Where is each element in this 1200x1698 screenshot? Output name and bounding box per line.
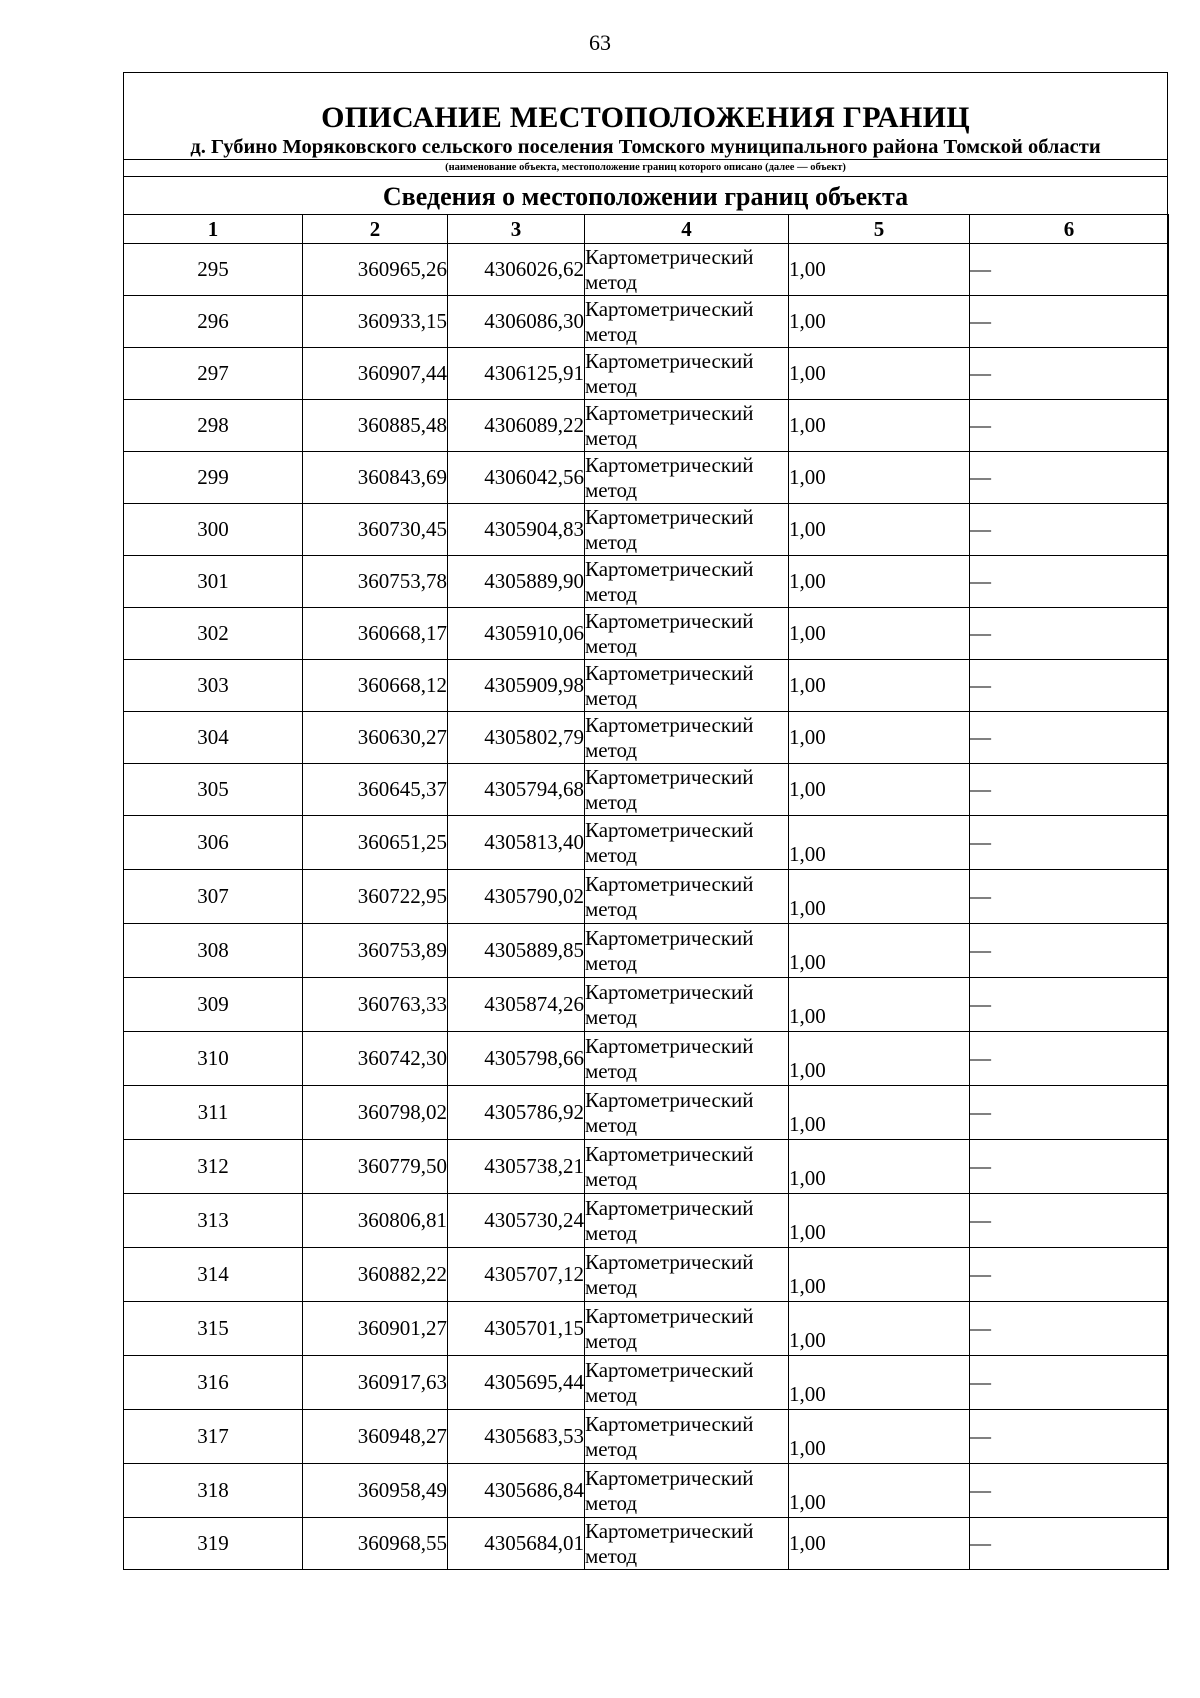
description-cell: —: [970, 504, 1169, 556]
page-number: 63: [589, 30, 611, 55]
table-row: [124, 924, 1169, 978]
method-cell: Картометрический метод: [585, 712, 789, 764]
description-cell: —: [970, 1248, 1169, 1302]
table-row: [124, 978, 1169, 1032]
accuracy-cell: 1,00: [789, 1140, 970, 1194]
description-cell: —: [970, 1302, 1169, 1356]
x-coordinate-cell: 360742,30: [303, 1032, 448, 1086]
accuracy-cell: 1,00: [789, 1410, 970, 1464]
description-cell: —: [970, 452, 1169, 504]
y-coordinate-cell: 4306125,91: [448, 348, 585, 400]
accuracy-cell: 1,00: [789, 348, 970, 400]
document-title: ОПИСАНИЕ МЕСТОПОЛОЖЕНИЯ ГРАНИЦ: [321, 101, 970, 134]
point-number-cell: 306: [124, 816, 303, 870]
y-coordinate-cell: 4306026,62: [448, 244, 585, 296]
description-cell: —: [970, 1140, 1169, 1194]
description-cell: —: [970, 244, 1169, 296]
y-coordinate-cell: 4305701,15: [448, 1302, 585, 1356]
y-coordinate-cell: 4305683,53: [448, 1410, 585, 1464]
method-cell: Картометрический метод: [585, 1032, 789, 1086]
table-row: [124, 348, 1169, 400]
point-number-cell: 311: [124, 1086, 303, 1140]
point-number-cell: 309: [124, 978, 303, 1032]
method-cell: Картометрический метод: [585, 870, 789, 924]
point-number-cell: 307: [124, 870, 303, 924]
method-cell: Картометрический метод: [585, 1410, 789, 1464]
x-coordinate-cell: 360965,26: [303, 244, 448, 296]
description-cell: —: [970, 816, 1169, 870]
accuracy-cell: 1,00: [789, 924, 970, 978]
x-coordinate-cell: 360958,49: [303, 1464, 448, 1518]
table-row: [124, 400, 1169, 452]
accuracy-cell: 1,00: [789, 1032, 970, 1086]
method-cell: Картометрический метод: [585, 978, 789, 1032]
x-coordinate-cell: 360753,78: [303, 556, 448, 608]
y-coordinate-cell: 4305686,84: [448, 1464, 585, 1518]
point-number-cell: 296: [124, 296, 303, 348]
table-row: [124, 870, 1169, 924]
x-coordinate-cell: 360968,55: [303, 1518, 448, 1570]
y-coordinate-cell: 4305684,01: [448, 1518, 585, 1570]
description-cell: —: [970, 400, 1169, 452]
point-number-cell: 308: [124, 924, 303, 978]
point-number-cell: 316: [124, 1356, 303, 1410]
point-number-cell: 303: [124, 660, 303, 712]
column-header: 1: [124, 215, 303, 244]
description-cell: —: [970, 1464, 1169, 1518]
x-coordinate-cell: 360806,81: [303, 1194, 448, 1248]
y-coordinate-cell: 4305786,92: [448, 1086, 585, 1140]
method-cell: Картометрический метод: [585, 400, 789, 452]
y-coordinate-cell: 4305813,40: [448, 816, 585, 870]
method-cell: Картометрический метод: [585, 1248, 789, 1302]
description-cell: —: [970, 1194, 1169, 1248]
table-row: [124, 1464, 1169, 1518]
accuracy-cell: 1,00: [789, 452, 970, 504]
accuracy-cell: 1,00: [789, 244, 970, 296]
method-cell: Картометрический метод: [585, 296, 789, 348]
method-cell: Картометрический метод: [585, 1464, 789, 1518]
method-cell: Картометрический метод: [585, 1302, 789, 1356]
description-cell: —: [970, 1410, 1169, 1464]
table-row: [124, 816, 1169, 870]
x-coordinate-cell: 360668,12: [303, 660, 448, 712]
point-number-cell: 295: [124, 244, 303, 296]
point-number-cell: 302: [124, 608, 303, 660]
table-row: [124, 712, 1169, 764]
accuracy-cell: 1,00: [789, 296, 970, 348]
x-coordinate-cell: 360668,17: [303, 608, 448, 660]
section-heading: Сведения о местоположении границ объекта: [124, 176, 1167, 214]
y-coordinate-cell: 4305889,85: [448, 924, 585, 978]
x-coordinate-cell: 360763,33: [303, 978, 448, 1032]
y-coordinate-cell: 4305794,68: [448, 764, 585, 816]
point-number-cell: 314: [124, 1248, 303, 1302]
point-number-cell: 299: [124, 452, 303, 504]
column-header: 3: [448, 215, 585, 244]
x-coordinate-cell: 360645,37: [303, 764, 448, 816]
description-cell: —: [970, 660, 1169, 712]
y-coordinate-cell: 4305874,26: [448, 978, 585, 1032]
accuracy-cell: 1,00: [789, 870, 970, 924]
point-number-cell: 319: [124, 1518, 303, 1570]
description-cell: —: [970, 1356, 1169, 1410]
table-row: [124, 1248, 1169, 1302]
accuracy-cell: 1,00: [789, 1518, 970, 1570]
method-cell: Картометрический метод: [585, 504, 789, 556]
table-row: [124, 660, 1169, 712]
table-row: [124, 1356, 1169, 1410]
point-number-cell: 304: [124, 712, 303, 764]
point-number-cell: 317: [124, 1410, 303, 1464]
method-cell: Картометрический метод: [585, 452, 789, 504]
method-cell: Картометрический метод: [585, 1518, 789, 1570]
table-row: [124, 1518, 1169, 1570]
table-row: [124, 1194, 1169, 1248]
method-cell: Картометрический метод: [585, 1356, 789, 1410]
object-name: д. Губино Моряковского сельского поселения Томского муниципального района Томской области: [190, 136, 1101, 158]
method-cell: Картометрический метод: [585, 244, 789, 296]
description-cell: —: [970, 556, 1169, 608]
y-coordinate-cell: 4306089,22: [448, 400, 585, 452]
point-number-cell: 312: [124, 1140, 303, 1194]
x-coordinate-cell: 360798,02: [303, 1086, 448, 1140]
description-cell: —: [970, 712, 1169, 764]
method-cell: Картометрический метод: [585, 816, 789, 870]
table-row: [124, 504, 1169, 556]
table-row: [124, 608, 1169, 660]
x-coordinate-cell: 360730,45: [303, 504, 448, 556]
y-coordinate-cell: 4306086,30: [448, 296, 585, 348]
x-coordinate-cell: 360933,15: [303, 296, 448, 348]
coordinates-table: [123, 214, 1169, 1570]
description-cell: —: [970, 978, 1169, 1032]
x-coordinate-cell: 360753,89: [303, 924, 448, 978]
method-cell: Картометрический метод: [585, 1140, 789, 1194]
accuracy-cell: 1,00: [789, 556, 970, 608]
accuracy-cell: 1,00: [789, 660, 970, 712]
method-cell: Картометрический метод: [585, 556, 789, 608]
y-coordinate-cell: 4306042,56: [448, 452, 585, 504]
x-coordinate-cell: 360948,27: [303, 1410, 448, 1464]
y-coordinate-cell: 4305909,98: [448, 660, 585, 712]
column-header: 5: [789, 215, 970, 244]
table-row: [124, 556, 1169, 608]
object-name-caption: (наименование объекта, местоположение границ которого описано (далее — объект): [124, 159, 1167, 176]
accuracy-cell: 1,00: [789, 978, 970, 1032]
y-coordinate-cell: 4305707,12: [448, 1248, 585, 1302]
table-row: [124, 1410, 1169, 1464]
method-cell: Картометрический метод: [585, 764, 789, 816]
description-cell: —: [970, 296, 1169, 348]
point-number-cell: 313: [124, 1194, 303, 1248]
x-coordinate-cell: 360907,44: [303, 348, 448, 400]
description-cell: —: [970, 764, 1169, 816]
accuracy-cell: 1,00: [789, 764, 970, 816]
column-header: 6: [970, 215, 1169, 244]
table-row: [124, 1032, 1169, 1086]
point-number-cell: 297: [124, 348, 303, 400]
y-coordinate-cell: 4305904,83: [448, 504, 585, 556]
y-coordinate-cell: 4305790,02: [448, 870, 585, 924]
description-cell: —: [970, 348, 1169, 400]
x-coordinate-cell: 360779,50: [303, 1140, 448, 1194]
column-header: 2: [303, 215, 448, 244]
accuracy-cell: 1,00: [789, 1248, 970, 1302]
description-cell: —: [970, 1086, 1169, 1140]
description-cell: —: [970, 1518, 1169, 1570]
table-row: [124, 1302, 1169, 1356]
method-cell: Картометрический метод: [585, 1086, 789, 1140]
accuracy-cell: 1,00: [789, 1194, 970, 1248]
point-number-cell: 310: [124, 1032, 303, 1086]
point-number-cell: 305: [124, 764, 303, 816]
x-coordinate-cell: 360901,27: [303, 1302, 448, 1356]
x-coordinate-cell: 360630,27: [303, 712, 448, 764]
column-header: 4: [585, 215, 789, 244]
description-cell: —: [970, 924, 1169, 978]
y-coordinate-cell: 4305738,21: [448, 1140, 585, 1194]
y-coordinate-cell: 4305798,66: [448, 1032, 585, 1086]
method-cell: Картометрический метод: [585, 924, 789, 978]
method-cell: Картометрический метод: [585, 348, 789, 400]
accuracy-cell: 1,00: [789, 400, 970, 452]
point-number-cell: 315: [124, 1302, 303, 1356]
description-cell: —: [970, 1032, 1169, 1086]
accuracy-cell: 1,00: [789, 816, 970, 870]
accuracy-cell: 1,00: [789, 504, 970, 556]
y-coordinate-cell: 4305802,79: [448, 712, 585, 764]
accuracy-cell: 1,00: [789, 1086, 970, 1140]
method-cell: Картометрический метод: [585, 660, 789, 712]
y-coordinate-cell: 4305695,44: [448, 1356, 585, 1410]
point-number-cell: 300: [124, 504, 303, 556]
x-coordinate-cell: 360885,48: [303, 400, 448, 452]
method-cell: Картометрический метод: [585, 608, 789, 660]
y-coordinate-cell: 4305730,24: [448, 1194, 585, 1248]
y-coordinate-cell: 4305910,06: [448, 608, 585, 660]
table-row: [124, 1140, 1169, 1194]
table-header-row: [124, 215, 1169, 244]
x-coordinate-cell: 360882,22: [303, 1248, 448, 1302]
document-frame: [123, 72, 1168, 1570]
accuracy-cell: 1,00: [789, 608, 970, 660]
table-row: [124, 764, 1169, 816]
x-coordinate-cell: 360843,69: [303, 452, 448, 504]
description-cell: —: [970, 870, 1169, 924]
point-number-cell: 298: [124, 400, 303, 452]
description-cell: —: [970, 608, 1169, 660]
accuracy-cell: 1,00: [789, 1464, 970, 1518]
point-number-cell: 318: [124, 1464, 303, 1518]
table-row: [124, 452, 1169, 504]
accuracy-cell: 1,00: [789, 1302, 970, 1356]
accuracy-cell: 1,00: [789, 1356, 970, 1410]
point-number-cell: 301: [124, 556, 303, 608]
x-coordinate-cell: 360722,95: [303, 870, 448, 924]
y-coordinate-cell: 4305889,90: [448, 556, 585, 608]
table-row: [124, 1086, 1169, 1140]
method-cell: Картометрический метод: [585, 1194, 789, 1248]
table-row: [124, 244, 1169, 296]
table-body: [124, 244, 1169, 1570]
table-row: [124, 296, 1169, 348]
x-coordinate-cell: 360651,25: [303, 816, 448, 870]
accuracy-cell: 1,00: [789, 712, 970, 764]
x-coordinate-cell: 360917,63: [303, 1356, 448, 1410]
